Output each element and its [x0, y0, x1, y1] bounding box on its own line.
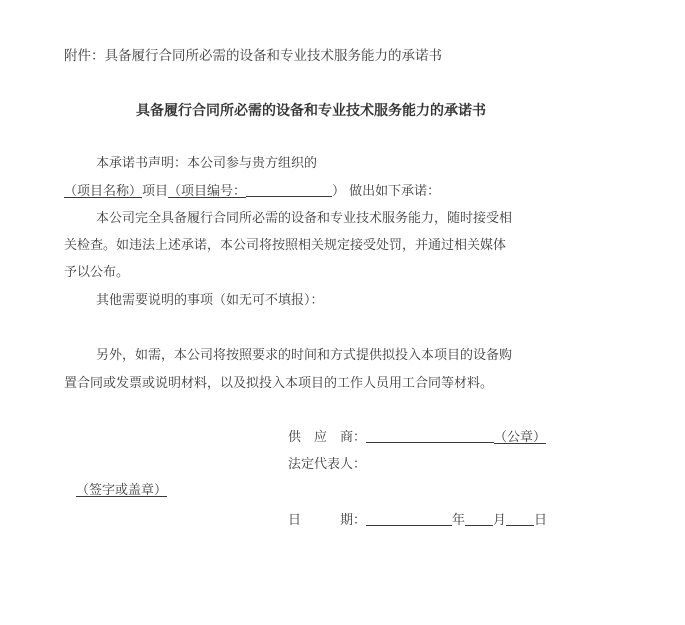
year-blank [366, 512, 452, 526]
paragraph-2-line-2: 置合同或发票或说明材料，以及拟投入本项目的工作人员用工合同等材料。 [64, 376, 494, 391]
paragraph-1-line-1: 本公司完全具备履行合同所必需的设备和专业技术服务能力，随时接受相 [96, 211, 513, 226]
project-number-close: ） [332, 184, 346, 199]
legal-representative-label: 法定代表人： [288, 457, 367, 472]
commit-tail: 做出如下承诺： [349, 184, 441, 199]
month-blank [465, 512, 493, 526]
paragraph-2-line-1: 另外，如需，本公司将按照要求的时间和方式提供拟投入本项目的设备购 [96, 348, 513, 363]
project-number-open: （项目编号： [168, 184, 247, 199]
month-label: 月 [493, 513, 507, 528]
paragraph-1-line-3: 予以公布。 [64, 265, 130, 280]
supplier-line [288, 429, 546, 447]
attachment-line: 附件：具备履行合同所必需的设备和专业技术服务能力的承诺书 [64, 48, 442, 64]
date-line [288, 512, 547, 530]
other-items-line: 其他需要说明的事项（如无可不填报）： [96, 293, 324, 308]
project-number-blank [246, 183, 332, 197]
day-blank [506, 512, 534, 526]
year-label: 年 [452, 513, 466, 528]
signature-note: （签字或盖章） [76, 483, 168, 498]
day-label: 日 [534, 513, 548, 528]
official-seal-note: （公章） [494, 430, 547, 445]
project-line [64, 183, 440, 201]
paragraph-1-line-2: 关检查。如违法上述承诺，本公司将按照相关规定接受处罚，并通过相关媒体 [64, 238, 507, 253]
supplier-blank [366, 429, 494, 443]
project-name-placeholder: （项目名称） [64, 184, 143, 199]
date-label: 日 期： [288, 513, 367, 528]
project-word: 项目 [142, 184, 169, 199]
supplier-label: 供 应 商： [288, 430, 367, 445]
page-title: 具备履行合同所必需的设备和专业技术服务能力的承诺书 [136, 103, 486, 119]
statement-intro: 本承诺书声明：本公司参与贵方组织的 [96, 156, 318, 171]
